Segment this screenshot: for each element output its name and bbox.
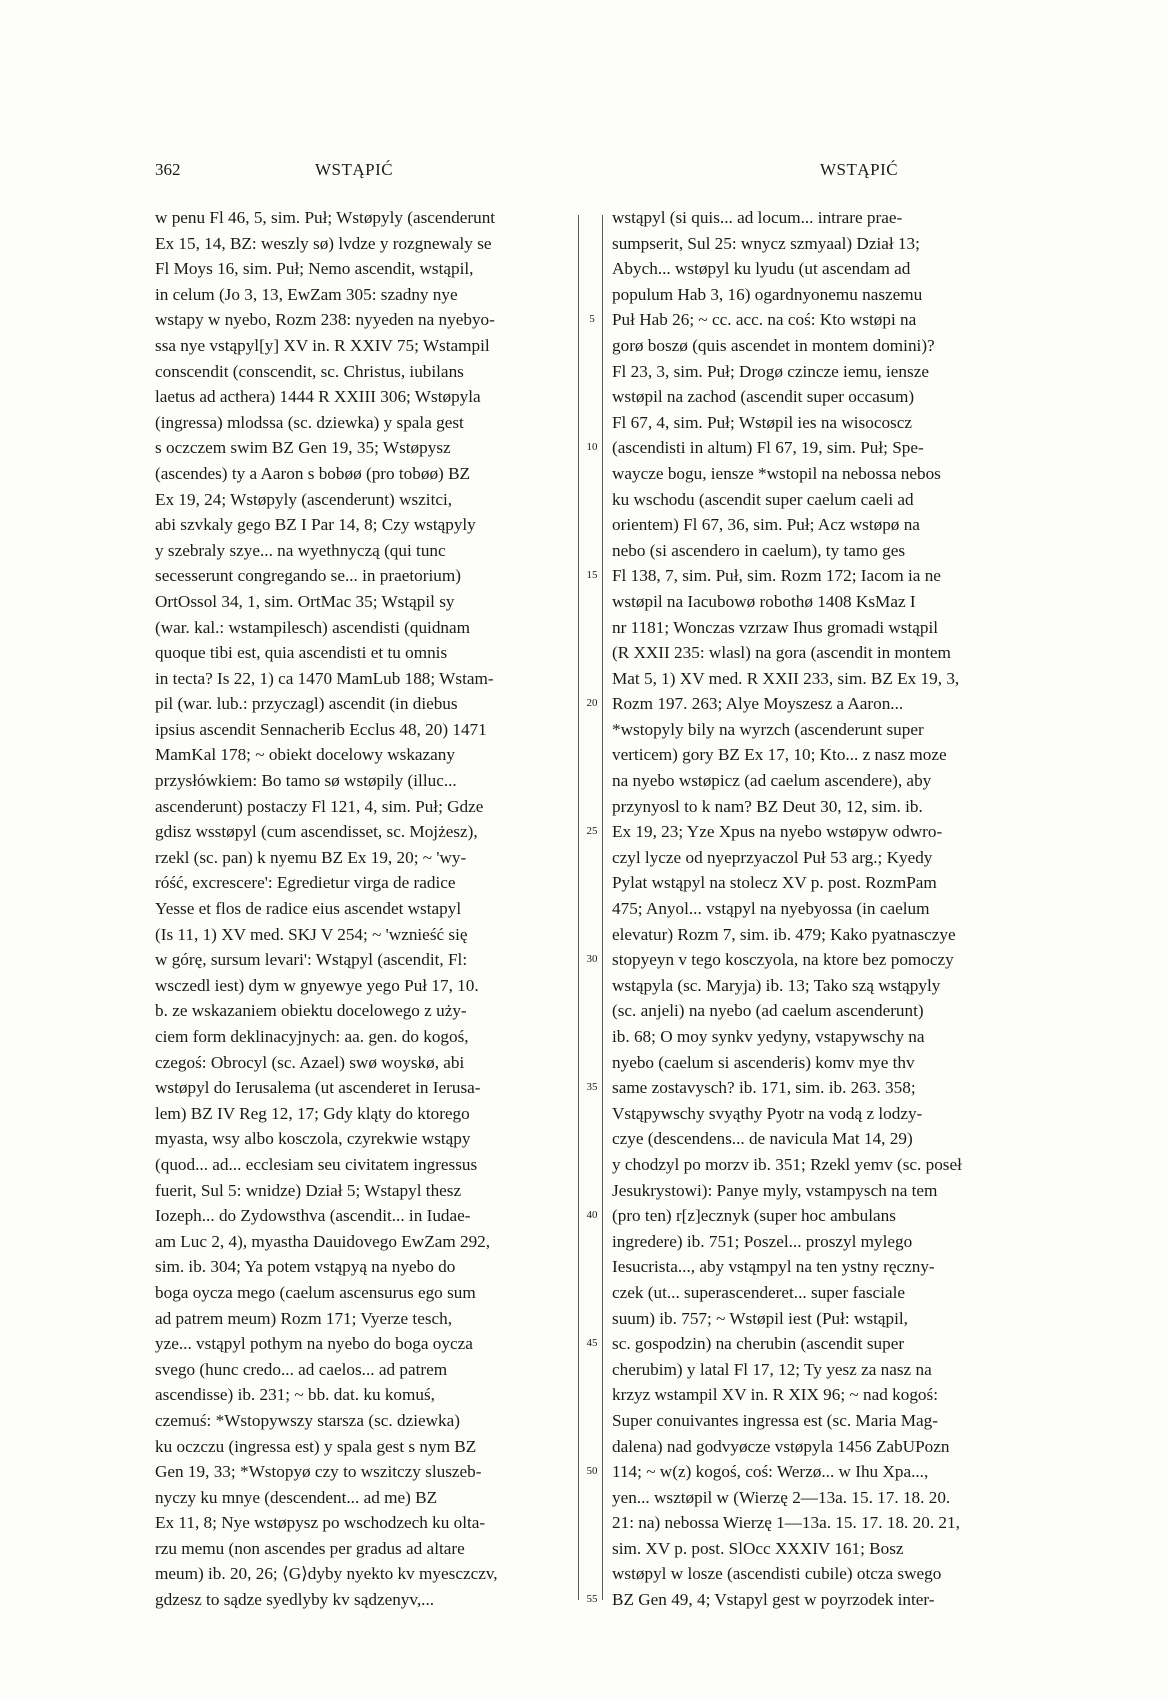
text-line: lem) BZ IV Reg 12, 17; Gdy kląty do ktorego [155,1103,470,1123]
text-line: s oczczem swim BZ Gen 19, 35; Wstøpysz [155,438,451,458]
line-number: 35 [586,1081,598,1094]
text-line: wstąpyl (si quis... ad locum... intrare prae- [612,208,903,227]
text-line: (ascendisti in altum) Fl 67, 19, sim. Puł; Spe- [612,438,924,458]
text-line: 21: na) nebossa Wierzę 1—13a. 15. 17. 18. 20. 21, [612,1513,960,1533]
text-line: sim. XV p. post. SlOcc XXXIV 161; Bosz [612,1538,904,1558]
line-number: 30 [586,953,598,966]
text-line: Fl 67, 4, sim. Puł; Wstøpil ies na wisocoscz [612,412,912,432]
text-line: svego (hunc credo... ad caelos... ad patrem [155,1359,448,1379]
text-line: waycze bogu, iensze *wstopil na nebossa nebos [612,463,941,483]
text-line: 114; ~ w(z) kogoś, coś: Werzø... w Ihu Xpa..., [612,1462,929,1482]
text-line: (Is 11, 1) XV med. SKJ V 254; ~ 'wznieść się [155,924,468,944]
text-line: ingredere) ib. 751; Poszel... proszyl mylego [612,1231,913,1251]
text-line: Iesucrista..., aby vstąmpyl na ten ystny ręczny- [612,1257,935,1277]
text-line: krzyz wstampil XV in. R XIX 96; ~ nad kogoś: [612,1385,938,1405]
text-line: rzu memu (non ascendes per gradus ad altare [155,1538,465,1558]
text-line: Ex 19, 23; Yze Xpus na nyebo wstøpyw odwro- [612,822,943,842]
text-line: nyebo (caelum si ascenderis) komv mye thv [612,1052,915,1072]
text-line: Fl 23, 3, sim. Puł; Drogø czincze iemu, iensze [612,361,929,381]
text-line: Iozeph... do Zydowsthva (ascendit... in Iudae- [155,1206,471,1226]
text-line: Abych... wstøpyl ku lyudu (ut ascendam ad [612,259,911,279]
text-line: czye (descendens... de navicula Mat 14, 29) [612,1129,913,1149]
text-line: Fl Moys 16, sim. Puł; Nemo ascendit, wstąpil, [155,259,474,279]
text-line: nyczy ku mnye (descendent... ad me) BZ [155,1487,438,1507]
text-line: wstąpyla (sc. Maryja) ib. 13; Tako szą wstąpyly [612,975,941,995]
text-line: laetus ad acthera) 1444 R XXIII 306; Wstøpyla [155,387,481,407]
text-line: Pylat wstąpyl na stolecz XV p. post. RozmPam [612,873,937,893]
left-column [155,205,576,1613]
text-line: yze... vstąpyl pothym na nyebo do boga oycza [155,1334,473,1354]
text-line: ascendisse) ib. 231; ~ bb. dat. ku komuś, [155,1385,435,1405]
right-column [612,205,1033,1613]
text-line: quoque tibi est, quia ascendisti et tu omnis [155,643,448,663]
text-line: *wstopyly bily na wyrzch (ascenderunt super [612,719,924,739]
text-line: Super conuivantes ingressa est (sc. Maria Mag- [612,1410,938,1430]
text-line: (sc. anjeli) na nyebo (ad caelum ascenderunt) [612,1001,924,1021]
text-line: Yesse et flos de radice eius ascendet wstapyl [155,899,462,919]
text-line: y szebraly szye... na wyethnyczą (qui tunc [155,540,446,560]
text-line: nr 1181; Wonczas vzrzaw Ihus gromadi wstąpil [612,617,939,637]
column-divider-right [602,215,603,1600]
text-line: ipsius ascendit Sennacherib Ecclus 48, 20) 1471 [155,719,487,739]
text-line: rzekl (sc. pan) k nyemu BZ Ex 19, 20; ~ 'wy- [155,847,467,867]
text-line: (war. kal.: wstampilesch) ascendisti (quidnam [155,617,471,637]
text-line: Rozm 197. 263; Alye Moyszesz a Aaron... [612,694,904,714]
line-number: 20 [586,697,598,710]
line-number: 50 [586,1465,598,1478]
text-line: in celum (Jo 3, 13, EwZam 305: szadny nye [155,284,458,304]
text-line: populum Hab 3, 16) ogardnyonemu naszemu [612,284,923,304]
text-line: na nyebo wstøpicz (ad caelum ascendere), aby [612,771,932,791]
text-line: gorø boszø (quis ascendet in montem domini)? [612,335,935,355]
text-line: (quod... ad... ecclesiam seu civitatem ingressus [155,1154,478,1174]
text-line: przysłówkiem: Bo tamo sø wstøpily (illuc... [155,771,457,791]
text-line: ssa nye vstąpyl[y] XV in. R XXIV 75; Wstampil [155,335,490,355]
text-line: MamKal 178; ~ obiekt docelowy wskazany [155,745,455,765]
text-line: (R XXII 235: wlasl) na gora (ascendit in montem [612,643,951,663]
text-line: Ex 15, 14, BZ: weszly sø) lvdze y rozgnewaly se [155,233,492,253]
text-line: fuerit, Sul 5: wnidze) Dział 5; Wstapyl thesz [155,1180,462,1200]
line-number: 10 [586,441,598,454]
text-line: Fl 138, 7, sim. Puł, sim. Rozm 172; Iacom ia ne [612,566,941,586]
text-line: boga oycza mego (caelum ascensurus ego sum [155,1282,476,1302]
text-line: y chodzyl po morzv ib. 351; Rzekl yemv (sc. poseł [612,1154,962,1174]
text-line: wsczedl iest) dym w gnyewye yego Puł 17, 10. [155,975,479,995]
line-number: 55 [586,1593,598,1606]
text-line: czegoś: Obrocyl (sc. Azael) swø woyskø, abi [155,1052,465,1072]
text-line: (ingressa) mlodssa (sc. dziewka) y spala gest [155,412,464,432]
text-line: verticem) gory BZ Ex 17, 10; Kto... z nasz moze [612,745,947,765]
text-line: pil (war. lub.: przyczagl) ascendit (in diebus [155,694,458,714]
text-line: przynyosl to k nam? BZ Deut 30, 12, sim. ib. [612,796,923,816]
line-number: 15 [586,569,598,582]
running-head-right: WSTĄPIĆ [820,160,899,179]
text-line: am Luc 2, 4), myastha Dauidovego EwZam 292, [155,1231,491,1251]
text-line: w penu Fl 46, 5, sim. Puł; Wstøpyly (ascenderunt [155,208,496,227]
line-number: 40 [586,1209,598,1222]
text-line: OrtOssol 34, 1, sim. OrtMac 35; Wstąpil sy [155,591,455,611]
text-line: dalena) nad godvyøcze vstøpyla 1456 ZabUPozn [612,1436,950,1456]
text-line: róść, excrescere': Egredietur virga de radice [155,873,456,893]
text-line: Vstąpywschy svyąthy Pyotr na vodą z lodzy- [612,1103,923,1123]
text-line: czemuś: *Wstopywszy starsza (sc. dziewka) [155,1410,460,1430]
text-line: elevatur) Rozm 7, sim. ib. 479; Kako pyatnasczye [612,924,956,944]
text-line: meum) ib. 20, 26; ⟨G⟩dyby nyekto kv myesczczv, [155,1564,498,1584]
text-line: czek (ut... superascenderet... super fasciale [612,1282,905,1302]
text-line: w górę, sursum levari': Wstąpyl (ascendit, Fl: [155,950,468,970]
page-header [155,160,1025,180]
text-line: myasta, wsy albo kosczola, czyrekwie wstąpy [155,1129,471,1149]
text-line: ku oczczu (ingressa est) y spala gest s nym BZ [155,1436,477,1456]
text-line: sc. gospodzin) na cherubin (ascendit super [612,1334,905,1354]
text-line: Jesukrystowi): Panye myly, vstampysch na tem [612,1180,938,1200]
text-line: wstapy w nyebo, Rozm 238: nyyeden na nyebyo- [155,310,495,330]
text-line: gdzesz to sądze syedlyby kv sądzenyv,... [155,1590,435,1610]
text-line: stopyeyn v tego kosczyola, na ktore bez pomoczy [612,950,954,970]
text-line: abi szvkaly gego BZ I Par 14, 8; Czy wstąpyly [155,515,476,535]
page-number: 362 [155,160,181,179]
text-line: ascenderunt) postaczy Fl 121, 4, sim. Puł; Gdze [155,796,484,816]
text-line: czyl lycze od nyeprzyaczol Puł 53 arg.; Kyedy [612,847,933,867]
text-line: wstøpyl do Ierusalema (ut ascenderet in Ierusa- [155,1078,481,1098]
text-line: Ex 11, 8; Nye wstøpysz po wschodzech ku olta- [155,1513,486,1533]
text-line: ku wschodu (ascendit super caelum caeli ad [612,489,914,509]
text-line: BZ Gen 49, 4; Vstapyl gest w poyrzodek inter- [612,1590,935,1610]
text-line: ad patrem meum) Rozm 171; Vyerze tesch, [155,1308,453,1328]
text-line: wstøpil na zachod (ascendit super occasum) [612,387,915,407]
text-line: sim. ib. 304; Ya potem vstąpyą na nyebo do [155,1257,456,1277]
text-line: sumpserit, Sul 25: wnycz szmyaal) Dział 13; [612,233,920,253]
text-line: (ascendes) ty a Aaron s bobøø (pro tobøø) BZ [155,463,471,483]
text-line: Gen 19, 33; *Wstopyø czy to wszitczy sluszeb- [155,1462,482,1482]
text-line: b. ze wskazaniem obiektu docelowego z uży- [155,1001,467,1021]
text-line: wstøpyl w losze (ascendisti cubile) otcza swego [612,1564,942,1584]
text-line: orientem) Fl 67, 36, sim. Puł; Acz wstøpø na [612,515,920,535]
text-line: 475; Anyol... vstąpyl na nyebyossa (in caelum [612,899,930,919]
text-line: Puł Hab 26; ~ cc. acc. na coś: Kto wstøpi na [612,310,917,330]
text-line: yen... wsztøpil w (Wierzę 2—13a. 15. 17. 18. 20. [612,1487,951,1507]
text-line: wstøpil na Iacubowø robothø 1408 KsMaz I [612,591,916,611]
text-line: secesserunt congregando se... in praetorium) [155,566,461,586]
text-line: Mat 5, 1) XV med. R XXII 233, sim. BZ Ex 19, 3, [612,668,960,688]
text-line: cherubim) y latal Fl 17, 12; Ty yesz za nasz na [612,1359,932,1379]
text-line: same zostavysch? ib. 171, sim. ib. 263. 358; [612,1078,916,1098]
text-line: conscendit (conscendit, sc. Christus, iubilans [155,361,464,381]
text-line: in tecta? Is 22, 1) ca 1470 MamLub 188; Wstam- [155,668,494,688]
running-head-left: WSTĄPIĆ [315,160,394,179]
text-line: nebo (si ascendero in caelum), ty tamo ges [612,540,906,560]
text-line: ciem form deklinacyjnych: aa. gen. do kogoś, [155,1027,469,1046]
column-divider-left [578,215,579,1600]
text-line: (pro ten) r[z]ecznyk (super hoc ambulans [612,1206,896,1226]
line-number: 25 [586,825,598,838]
text-line: Ex 19, 24; Wstøpyly (ascenderunt) wszitci, [155,489,453,509]
text-line: suum) ib. 757; ~ Wstøpil iest (Puł: wstąpil, [612,1308,908,1328]
text-line: gdisz wsstøpyl (cum ascendisset, sc. Mojżesz), [155,822,478,842]
line-number: 45 [586,1337,598,1350]
text-line: ib. 68; O moy synkv yedyny, vstapywschy na [612,1027,925,1046]
line-number: 5 [589,313,595,326]
